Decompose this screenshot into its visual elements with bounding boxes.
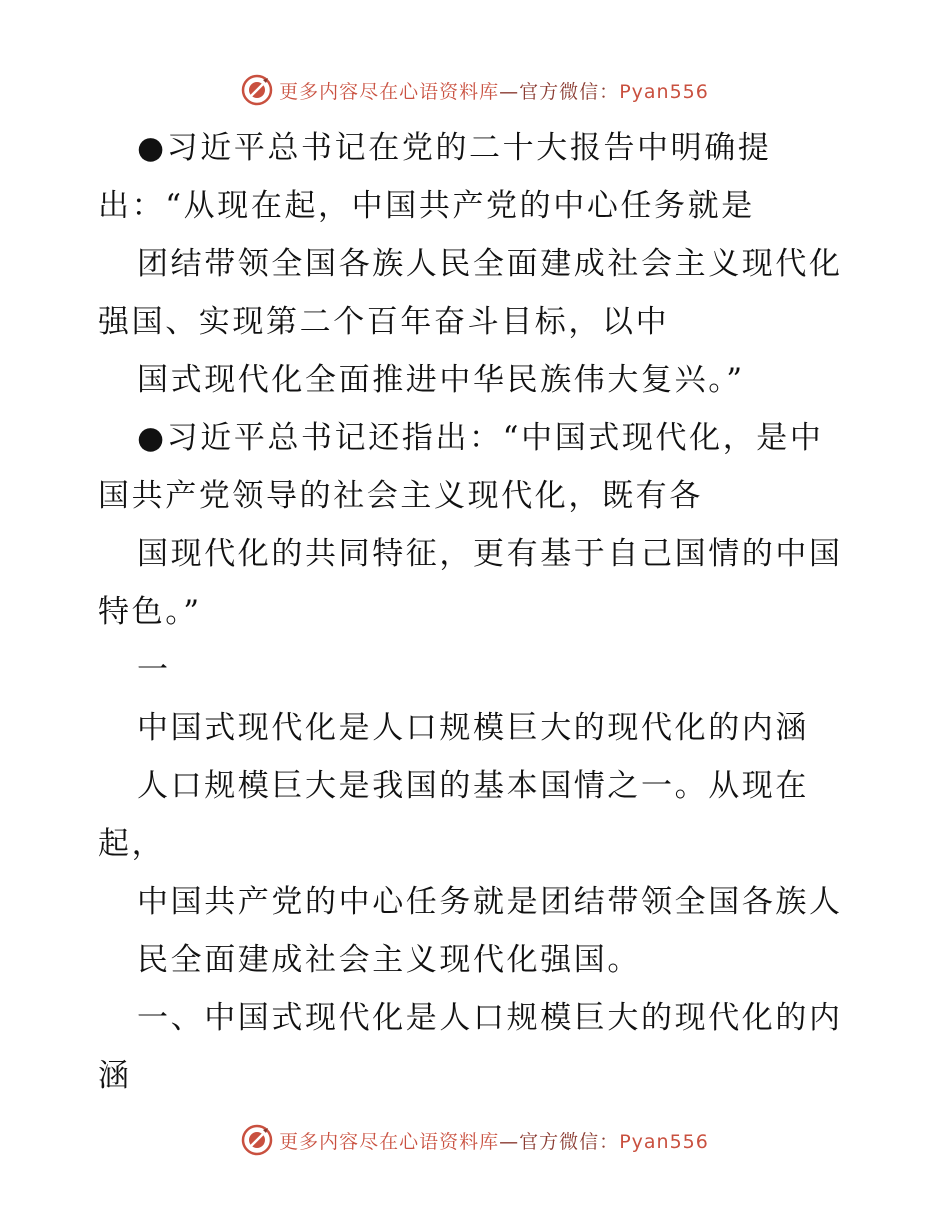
- text-line: 涵: [98, 1058, 132, 1094]
- text-line: 特色。”: [98, 594, 202, 630]
- text-line: 出：“从现在起，中国共产党的中心任务就是: [98, 188, 755, 224]
- watermark-text: [279, 77, 709, 104]
- watermark-official: 官方微信：: [519, 80, 620, 103]
- text-line: 一: [137, 652, 171, 688]
- watermark-footer: [0, 1120, 950, 1160]
- text-line: 国共产党领导的社会主义现代化，既有各: [98, 478, 703, 514]
- text-line: 团结带领全国各族人民全面建成社会主义现代化: [137, 246, 843, 282]
- watermark-main: 更多内容尽在心语资料库: [279, 80, 500, 103]
- watermark-header: [0, 70, 950, 110]
- watermark-sep: —: [499, 80, 520, 103]
- watermark-official: 官方微信：: [519, 1130, 620, 1153]
- text-line: 民全面建成社会主义现代化强国。: [137, 942, 641, 978]
- watermark-logo-icon: [241, 74, 273, 106]
- text-line: 国式现代化全面推进中华民族伟大复兴。”: [137, 362, 745, 398]
- text-line: ●习近平总书记还指出：“中国式现代化，是中: [137, 420, 824, 456]
- text-line: 中国共产党的中心任务就是团结带领全国各族人: [137, 884, 843, 920]
- watermark-main: 更多内容尽在心语资料库: [279, 1130, 500, 1153]
- watermark-sep: —: [499, 1130, 520, 1153]
- text-line: 国现代化的共同特征，更有基于自己国情的中国: [137, 536, 843, 572]
- text-line: ●习近平总书记在党的二十大报告中明确提: [137, 130, 772, 166]
- watermark-id: Pyan556: [619, 1130, 709, 1153]
- watermark-text: [279, 1127, 709, 1154]
- watermark-id: Pyan556: [619, 80, 709, 103]
- text-line: 强国、实现第二个百年奋斗目标，以中: [98, 304, 670, 340]
- text-line: 起，: [98, 826, 166, 862]
- text-line: 中国式现代化是人口规模巨大的现代化的内涵: [137, 710, 809, 746]
- text-line: 一、中国式现代化是人口规模巨大的现代化的内: [137, 1000, 843, 1036]
- text-line: 人口规模巨大是我国的基本国情之一。从现在: [137, 768, 809, 804]
- watermark-logo-icon: [241, 1124, 273, 1156]
